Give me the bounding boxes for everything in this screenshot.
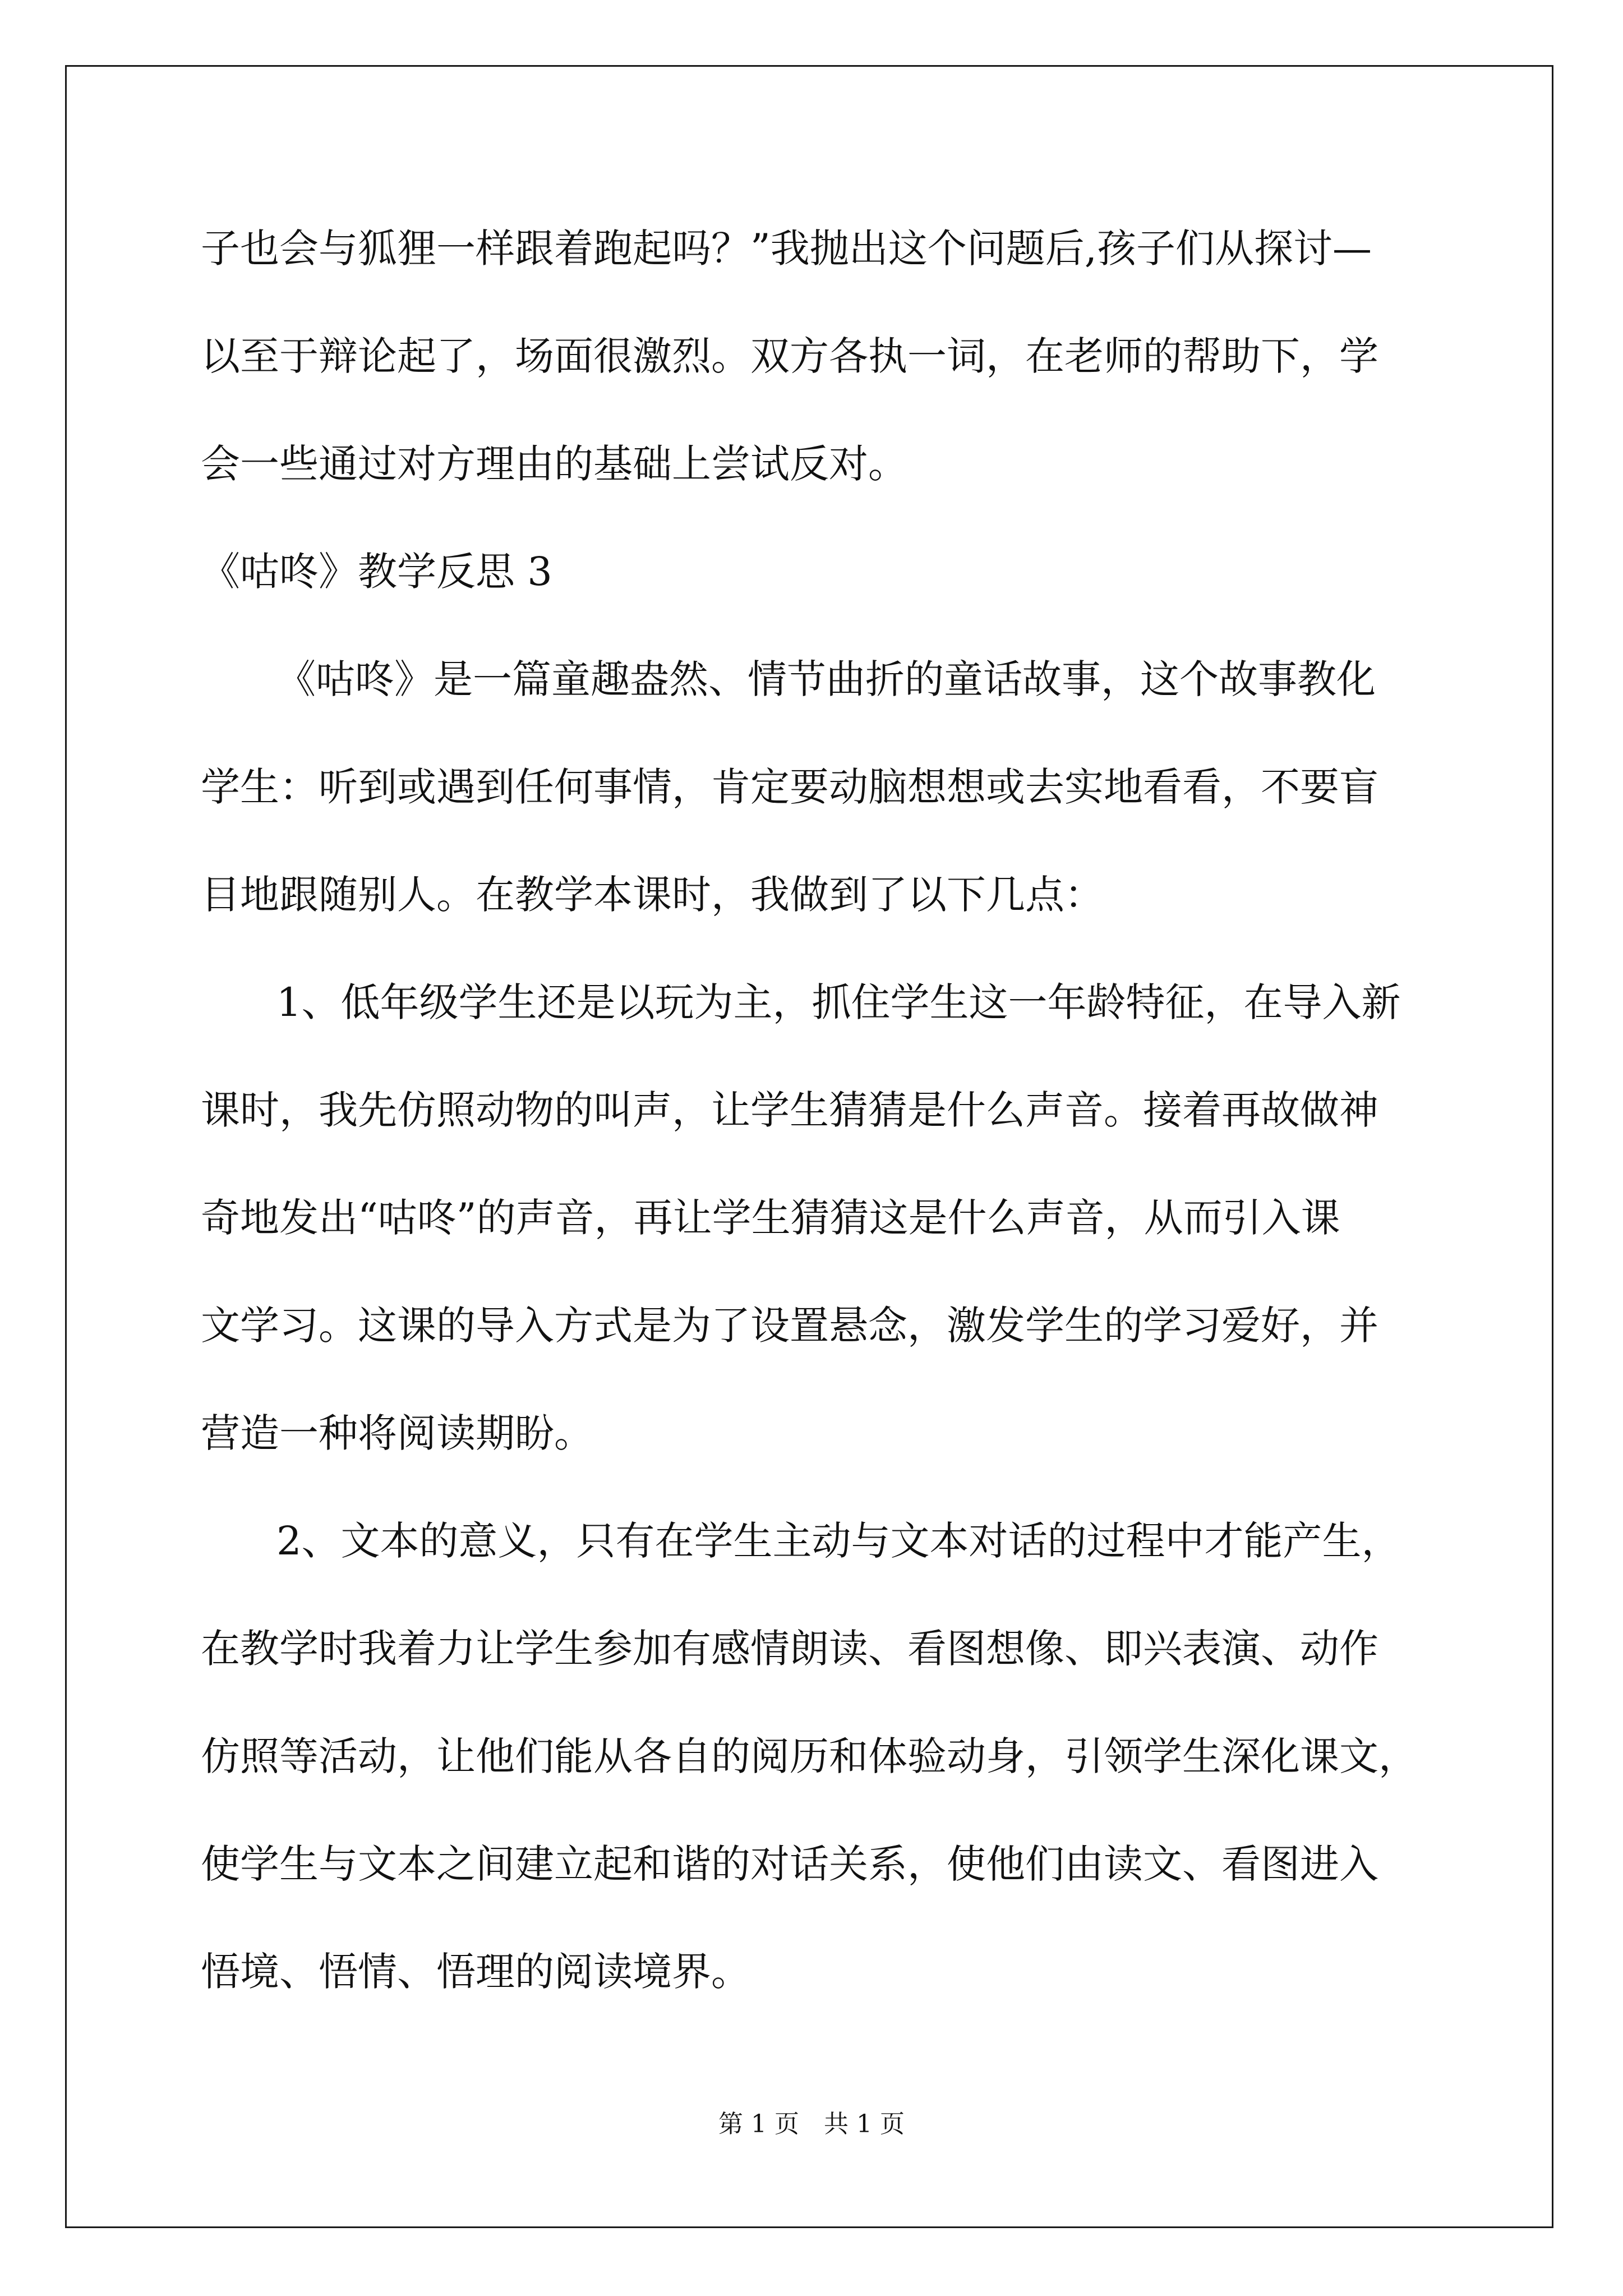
paragraph-line: 2、文本的意义，只有在学生主动与文本对话的过程中才能产生， [276,1518,1401,1564]
paragraph-line: 以至于辩论起了，场面很激烈。双方各执一词，在老师的帮助下，学 [201,333,1378,379]
paragraph-line: 会一些通过对方理由的基础上尝试反对。 [201,441,907,487]
page-number-footer: 第 1 页 共 1 页 [718,2110,905,2138]
paragraph-line: 学生：听到或遇到任何事情，肯定要动脑想想或去实地看看，不要盲 [201,764,1378,810]
paragraph-line: 悟境、悟情、悟理的阅读境界。 [201,1949,750,1995]
section-heading: 《咕咚》教学反思 3 [201,549,552,595]
paragraph-line: 使学生与文本之间建立起和谐的对话关系，使他们由读文、看图进入 [201,1841,1378,1887]
paragraph-line: 奇地发出“咕咚”的声音，再让学生猜猜这是什么声音，从而引入课 [201,1195,1340,1241]
paragraph-line: 文学习。这课的导入方式是为了设置悬念，激发学生的学习爱好，并 [201,1303,1378,1349]
paragraph-line: 1、低年级学生还是以玩为主，抓住学生这一年龄特征，在导入新 [276,979,1401,1025]
paragraph-line: 《咕咚》是一篇童趣盎然、情节曲折的童话故事，这个故事教化 [276,656,1376,702]
paragraph-line: 仿照等活动，让他们能从各自的阅历和体验动身，引领学生深化课文， [201,1733,1418,1779]
paragraph-line: 课时，我先仿照动物的叫声，让学生猜猜是什么声音。接着再故做神 [201,1087,1378,1133]
paragraph-line: 在教学时我着力让学生参加有感情朗读、看图想像、即兴表演、动作 [201,1626,1378,1672]
paragraph-line: 目地跟随别人。在教学本课时，我做到了以下几点： [201,872,1104,918]
paragraph-line: 子也会与狐狸一样跟着跑起吗？”我抛出这个问题后,孩子们从探讨— [201,226,1372,272]
paragraph-line: 营造一种将阅读期盼。 [201,1410,593,1456]
page-border [65,65,1553,2228]
